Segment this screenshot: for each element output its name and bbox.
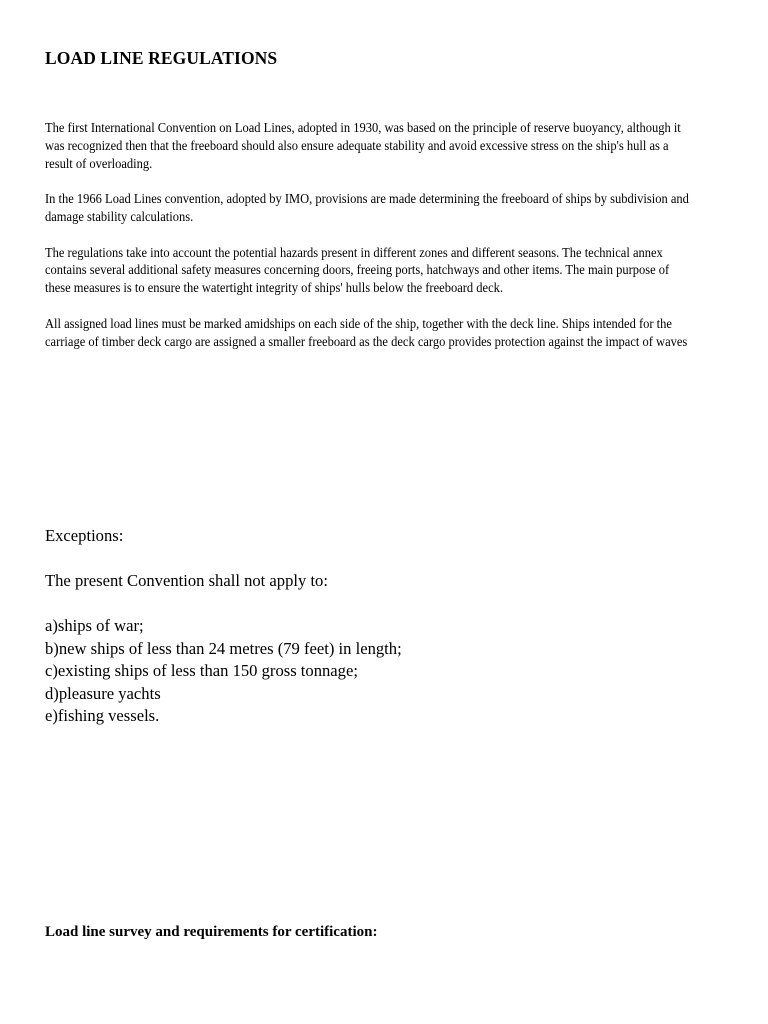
exceptions-section [45, 525, 402, 728]
paragraph: In the 1966 Load Lines convention, adopted by IMO, provisions are made determining the freeboard of ships by subdivision and damage stability calculations. [45, 191, 689, 224]
survey-heading: Load line survey and requirements for certification: [45, 924, 378, 940]
list-item: a)ships of war; [45, 616, 144, 635]
paragraph: All assigned load lines must be marked amidships on each side of the ship, together with the deck line. Ships intended for the carriage of timber deck cargo are assigned a smaller freeboard as the deck cargo provides protection against the impact of waves [45, 315, 688, 349]
paragraph: The first International Convention on Load Lines, adopted in 1930, was based on the principle of reserve buoyancy, although it was recognized then that the freeboard should also ensure adequate stability and avoid excessive stress on the ship's hull as a result of overloading. [45, 120, 681, 171]
list-item: b)new ships of less than 24 metres (79 feet) in length; [45, 638, 402, 658]
intro-section [45, 119, 694, 368]
exceptions-heading: Exceptions: [45, 526, 124, 545]
exceptions-lead: The present Convention shall not apply to: [45, 571, 328, 590]
list-item: d)pleasure yachts [45, 683, 161, 703]
exceptions-list [45, 615, 402, 728]
document-title: LOAD LINE REGULATIONS [45, 48, 278, 68]
list-item: c)existing ships of less than 150 gross tonnage; [45, 661, 358, 680]
list-item: e)fishing vessels. [45, 706, 160, 725]
paragraph: The regulations take into account the potential hazards present in different zones and different seasons. The technical annex contains several additional safety measures concerning doors, freeing ports, hatchways and other items. The main purpose of these measures is to ensure the watertight integrity of ships' hulls below the freeboard deck. [45, 244, 670, 296]
